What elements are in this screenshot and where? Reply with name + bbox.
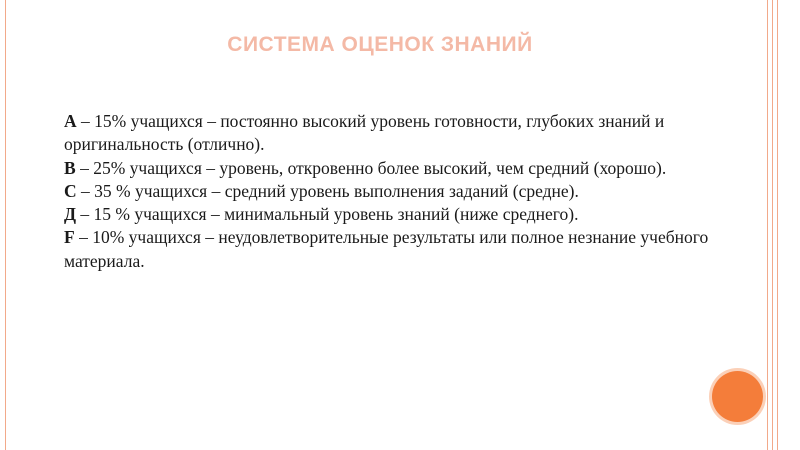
grade-letter: C [64,180,77,201]
grade-item-d [64,203,744,226]
grade-description: – 25% учащихся – уровень, откровенно более высокий, чем средний (хорошо). [75,157,667,178]
grade-item-a [64,110,744,157]
decorative-circle [712,371,763,422]
grade-letter: F [64,227,75,248]
grade-item-f [64,226,744,273]
grade-description: – 10% учащихся – неудовлетворительные результаты или полное незнание учебного материала. [64,227,709,271]
grade-letter: Д [64,204,77,225]
grade-description: – 15% учащихся – постоянно высокий уровень готовности, глубоких знаний и оригинальность (отлично). [64,111,665,155]
left-border-line [5,0,6,450]
grade-list [64,110,744,273]
right-border-line [777,0,778,450]
grade-description: – 15 % учащихся – минимальный уровень знаний (ниже среднего). [76,204,579,225]
slide-title: СИСТЕМА ОЦЕНОК ЗНАНИЙ [227,33,533,56]
grade-letter: B [64,157,76,178]
grade-letter: A [64,111,77,131]
grade-item-c [64,180,744,203]
grade-item-b [64,157,744,180]
right-border-line [772,0,773,450]
grade-description: – 35 % учащихся – средний уровень выполнения заданий (средне). [76,180,579,201]
right-border-line [767,0,768,450]
